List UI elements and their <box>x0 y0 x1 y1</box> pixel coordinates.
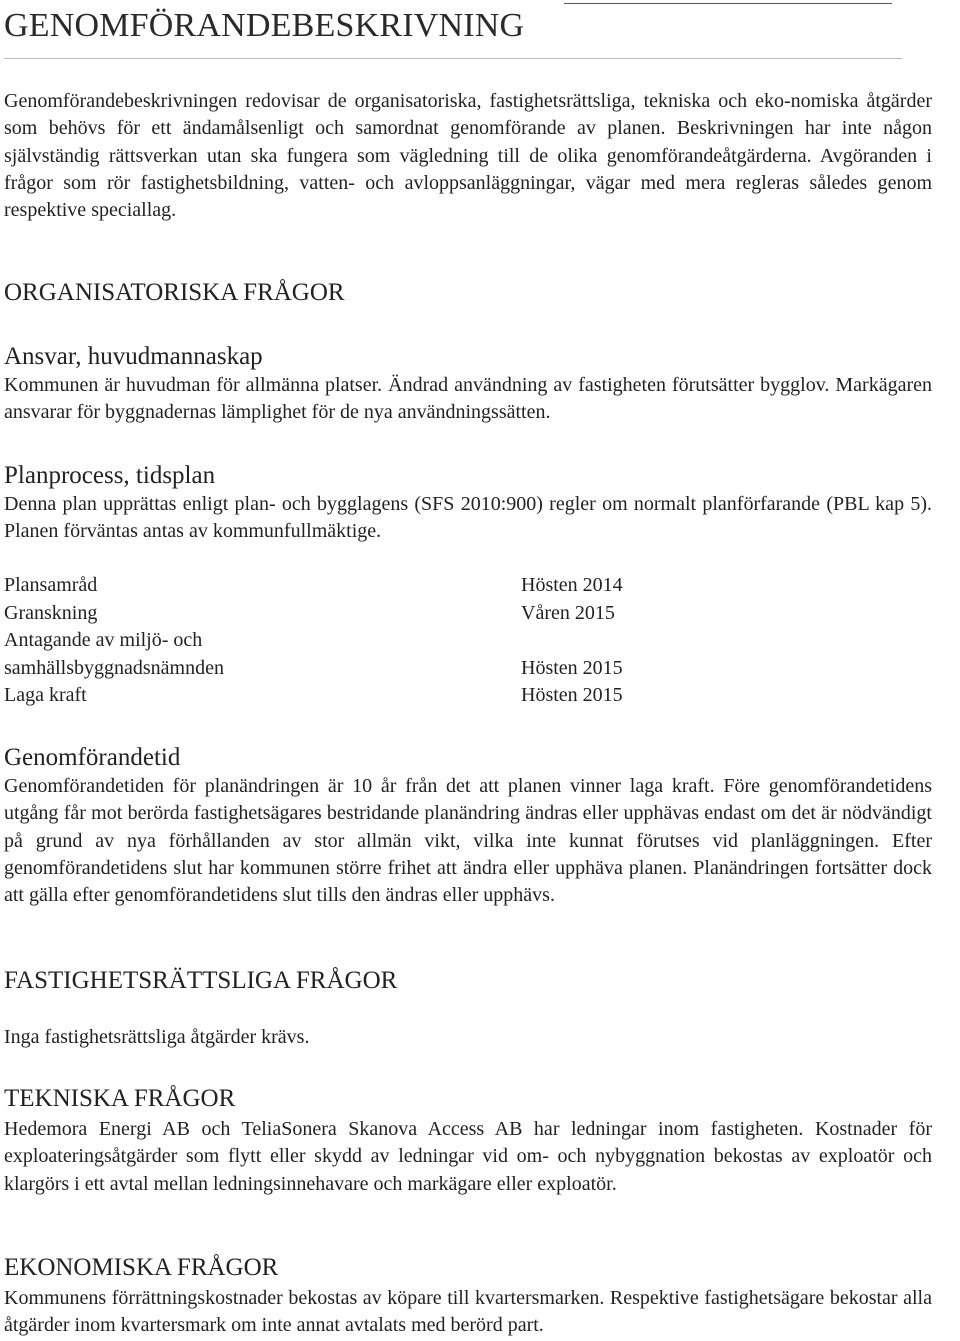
ansvar-paragraph: Kommunen är huvudman för allmänna platser. Ändrad användning av fastigheten förutsätter bygglov. Markägaren ansvarar för byggnadernas lämplighet för de nya användningssätten. <box>4 374 932 424</box>
heading-ansvar: Ansvar, huvudmannaskap <box>4 343 263 370</box>
schedule-value: Hösten 2014 <box>521 574 623 596</box>
heading-organisatoriska: ORGANISATORISKA FRÅGOR <box>4 279 345 306</box>
fastighetsrattsliga-paragraph: Inga fastighetsrättsliga åtgärder krävs. <box>4 1026 310 1048</box>
schedule-row <box>4 600 704 628</box>
schedule-table <box>4 572 704 710</box>
schedule-label: Laga kraft <box>4 684 87 706</box>
document-title: GENOMFÖRANDEBESKRIVNING <box>4 7 525 44</box>
heading-planprocess: Planprocess, tidsplan <box>4 462 216 489</box>
schedule-row <box>4 682 704 710</box>
schedule-value: Våren 2015 <box>521 601 615 624</box>
heading-fastighetsrattsliga: FASTIGHETSRÄTTSLIGA FRÅGOR <box>4 967 398 994</box>
title-rule-bottom <box>4 58 902 59</box>
schedule-value: Hösten 2015 <box>521 684 623 706</box>
tekniska-paragraph: Hedemora Energi AB och TeliaSonera Skanova Access AB har ledningar inom fastigheten. Kostnader för exploateringsåtgärder som flytt eller skydd av ledningar vid om- och nybyggnation bekostas av exploatör och klargörs i ett avtal mellan ledningsinnehavare och markägare eller exploatör. <box>4 1118 932 1195</box>
schedule-label: samhällsbyggnadsnämnden <box>4 656 224 679</box>
heading-genomforandetid: Genomförandetid <box>4 744 181 771</box>
schedule-row <box>4 655 704 683</box>
schedule-label: Antagande av miljö- och <box>4 629 203 651</box>
genomforandetid-paragraph: Genomförandetiden för planändringen är 10 år från det att planen vinner laga kraft. Före genomförandetidens utgång får mot berörda fastighetsägares bestridande planändring ändras eller upphävas endast om det är nödvändigt på grund av nya förhållanden av stor allmän vikt, vilka inte kunnat förutses vid planläggningen. Efter genomförandetidens slut har kommunen större frihet att ändra eller upphäva planen. Planändringen fortsätter dock att gälla efter genomförandetidens slut tills den ändras eller upphävs. <box>4 775 932 907</box>
schedule-label: Plansamråd <box>4 574 98 596</box>
schedule-row <box>4 572 704 600</box>
planprocess-paragraph: Denna plan upprättas enligt plan- och bygglagens (SFS 2010:900) regler om normalt planförfarande (PBL kap 5). Planen förväntas antas av kommunfullmäktige. <box>4 493 932 543</box>
heading-ekonomiska: EKONOMISKA FRÅGOR <box>4 1254 279 1281</box>
title-rule-top <box>564 3 892 4</box>
ekonomiska-paragraph: Kommunens förrättningskostnader bekostas av köpare till kvartersmarken. Respektive fastighetsägare bekostar alla åtgärder inom kvartersmark om inte annat avtalats med berörd part. <box>4 1287 932 1337</box>
schedule-label: Granskning <box>4 601 98 624</box>
schedule-row <box>4 627 704 655</box>
heading-tekniska: TEKNISKA FRÅGOR <box>4 1085 236 1112</box>
schedule-value: Hösten 2015 <box>521 656 623 679</box>
intro-paragraph: Genomförandebeskrivningen redovisar de organisatoriska, fastighetsrättsliga, tekniska och eko-nomiska åtgärder som behövs för ett ändamålsenligt och samordnat genomförande av planen. Beskrivningen har inte någon självständig rättsverkan utan ska fungera som vägledning till de olika genomförandeåtgärderna. Avgöranden i frågor som rör fastighetsbildning, vatten- och avloppsanläggningar, vägar med mera regleras således genom respektive speciallag. <box>4 90 932 222</box>
